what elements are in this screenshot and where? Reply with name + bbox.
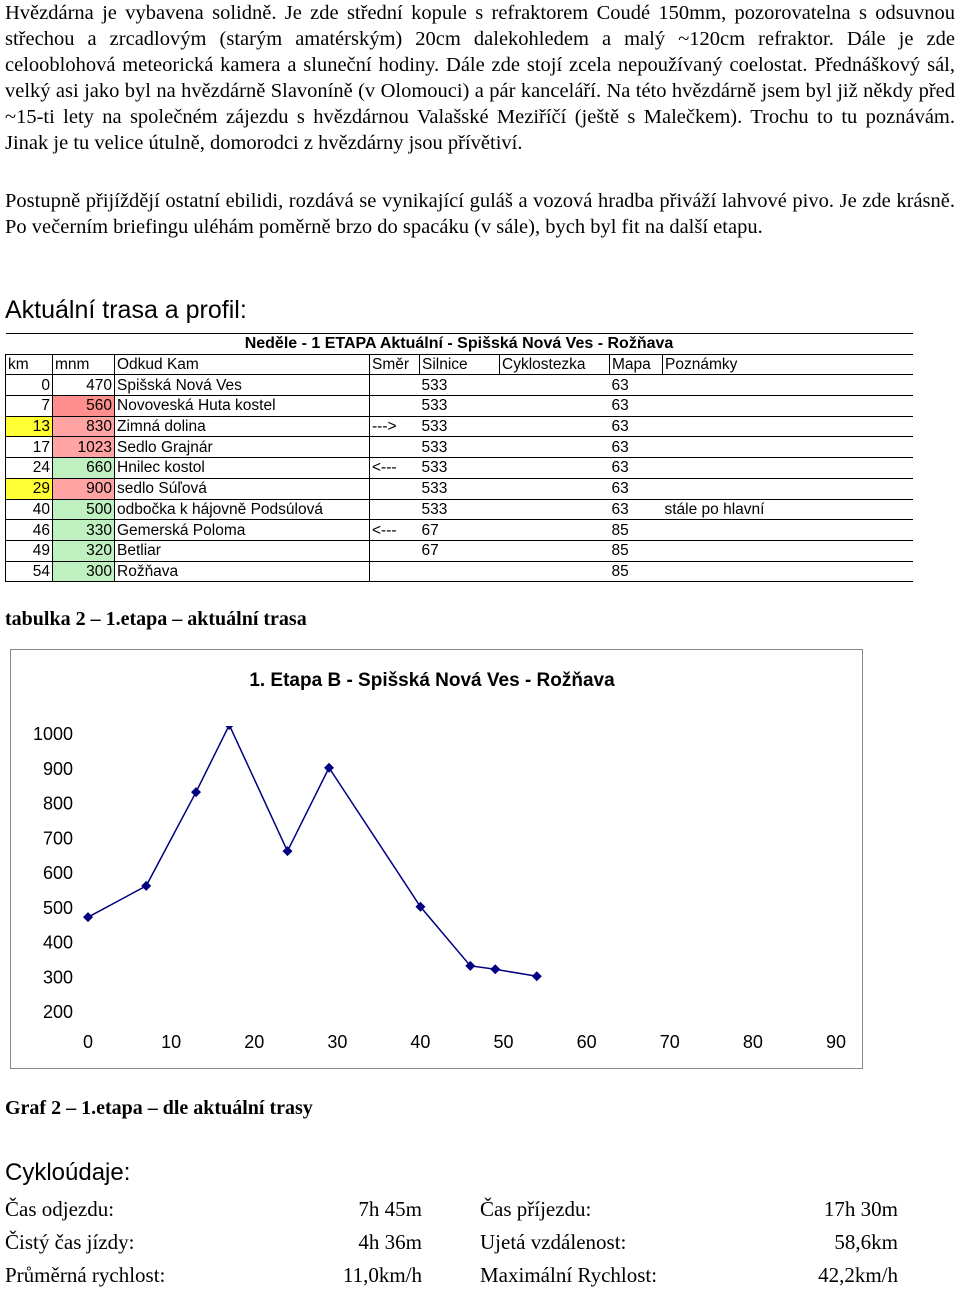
column-header: Silnice bbox=[420, 354, 500, 375]
row-note bbox=[663, 540, 913, 561]
evening-paragraph: Postupně přijíždějí ostatní ebilidi, rozdává se vynikající guláš a vozová hradba přiváží lahvové pivo. Je zde krásně. Po večerním briefingu uléhám poměrně brzo do spacáku (v sále), bych byl fit na další etapu. bbox=[5, 190, 955, 238]
row-road: 533 bbox=[420, 478, 500, 499]
row-direction: ---> bbox=[370, 416, 420, 437]
ride-time-value: 4h 36m bbox=[358, 1230, 422, 1254]
row-road: 67 bbox=[420, 540, 500, 561]
x-tick-label: 80 bbox=[742, 1032, 763, 1052]
row-cycle-path bbox=[500, 540, 610, 561]
row-km: 49 bbox=[6, 540, 53, 561]
row-altitude: 500 bbox=[53, 499, 115, 520]
arrival-label: Čas příjezdu: bbox=[480, 1197, 592, 1221]
data-point bbox=[141, 881, 151, 891]
row-cycle-path bbox=[500, 396, 610, 417]
row-cycle-path bbox=[500, 458, 610, 479]
row-km: 7 bbox=[6, 396, 53, 417]
x-tick-label: 90 bbox=[825, 1032, 847, 1052]
row-cycle-path bbox=[500, 375, 610, 396]
table-row bbox=[6, 396, 913, 417]
row-place: odbočka k hájovně Podsúlová bbox=[115, 499, 370, 520]
section-heading: Aktuální trasa a profil: bbox=[5, 296, 247, 324]
row-direction bbox=[370, 478, 420, 499]
row-altitude: 560 bbox=[53, 396, 115, 417]
row-map: 85 bbox=[610, 540, 663, 561]
row-altitude: 470 bbox=[53, 375, 115, 396]
row-note bbox=[663, 437, 913, 458]
row-place: Novoveská Huta kostel bbox=[115, 396, 370, 417]
data-point bbox=[324, 763, 334, 773]
y-tick-label: 400 bbox=[42, 932, 73, 953]
chart-caption: Graf 2 – 1.etapa – dle aktuální trasy bbox=[5, 1097, 313, 1119]
arrival-value: 17h 30m bbox=[823, 1197, 898, 1221]
data-point bbox=[83, 912, 93, 922]
row-altitude: 330 bbox=[53, 520, 115, 541]
row-map: 63 bbox=[610, 499, 663, 520]
row-place: sedlo Súľová bbox=[115, 478, 370, 499]
ride-time-label: Čistý čas jízdy: bbox=[5, 1230, 135, 1254]
row-place: Zimná dolina bbox=[115, 416, 370, 437]
chart-title: 1. Etapa B - Spišská Nová Ves - Rožňava bbox=[249, 670, 615, 691]
row-road: 533 bbox=[420, 437, 500, 458]
row-cycle-path bbox=[500, 478, 610, 499]
table-row bbox=[6, 437, 913, 458]
table-caption: tabulka 2 – 1.etapa – aktuální trasa bbox=[5, 608, 307, 630]
row-km: 40 bbox=[6, 499, 53, 520]
x-tick-label: 10 bbox=[161, 1032, 182, 1052]
table-row bbox=[6, 375, 913, 396]
avg-speed-label: Průměrná rychlost: bbox=[5, 1263, 166, 1287]
row-note bbox=[663, 416, 913, 437]
x-tick-label: 60 bbox=[576, 1032, 597, 1052]
max-speed-label: Maximální Rychlost: bbox=[480, 1263, 658, 1287]
column-header: Směr bbox=[370, 354, 420, 375]
row-map: 63 bbox=[610, 416, 663, 437]
series-line bbox=[88, 725, 537, 976]
row-map: 63 bbox=[610, 478, 663, 499]
row-place: Betliar bbox=[115, 540, 370, 561]
row-direction bbox=[370, 499, 420, 520]
row-cycle-path bbox=[500, 437, 610, 458]
row-direction bbox=[370, 561, 420, 582]
column-header: Mapa bbox=[610, 354, 663, 375]
table-row bbox=[6, 520, 913, 541]
x-tick-label: 70 bbox=[659, 1032, 680, 1052]
row-direction: <--- bbox=[370, 520, 420, 541]
row-km: 24 bbox=[6, 458, 53, 479]
row-note bbox=[663, 396, 913, 417]
intro-paragraph: Hvězdárna je vybavena solidně. Je zde střední kopule s refraktorem Coudé 150mm, pozorovatelna s odsuvnou střechou a zrcadlovým (starým amatérským) 20cm dalekohledem a malý ~120cm refraktor. Dále je zde celooblohová meteorická kamera a sluneční hodiny. Dále zde stojí zcela nepoužívaný coelostat. Přednáškový sál, velký asi jako byl na hvězdárně Slavoníně (v Olomouci) a pár kanceláří. Na této hvězdárně jsem byl již někdy před ~15-ti lety na společném zájezdu s hvězdárnou Valašské Meziříčí (ještě s Malečkem). Trochu to tu poznávám. Jinak je tu velice útulně, domorodci z hvězdárny jsou přívětiví. bbox=[5, 2, 955, 154]
row-km: 46 bbox=[6, 520, 53, 541]
y-tick-label: 900 bbox=[42, 758, 73, 779]
row-map: 63 bbox=[610, 437, 663, 458]
table-title: Neděle - 1 ETAPA Aktuální - Spišská Nová Ves - Rožňava bbox=[6, 334, 913, 355]
row-map: 63 bbox=[610, 396, 663, 417]
row-altitude: 1023 bbox=[53, 437, 115, 458]
column-header: km bbox=[6, 354, 53, 375]
y-tick-label: 700 bbox=[42, 828, 73, 849]
row-note bbox=[663, 458, 913, 479]
row-direction bbox=[370, 540, 420, 561]
row-note bbox=[663, 478, 913, 499]
row-place: Gemerská Poloma bbox=[115, 520, 370, 541]
column-header: Odkud Kam bbox=[115, 354, 370, 375]
data-point bbox=[532, 971, 542, 981]
row-road: 533 bbox=[420, 416, 500, 437]
row-place: Rožňava bbox=[115, 561, 370, 582]
row-road bbox=[420, 561, 500, 582]
departure-value: 7h 45m bbox=[358, 1197, 422, 1221]
x-tick-label: 40 bbox=[410, 1032, 431, 1052]
table-row bbox=[6, 561, 913, 582]
row-cycle-path bbox=[500, 416, 610, 437]
row-note bbox=[663, 520, 913, 541]
distance-label: Ujetá vzdálenost: bbox=[480, 1230, 627, 1254]
elevation-series bbox=[83, 720, 542, 981]
max-speed-value: 42,2km/h bbox=[818, 1263, 898, 1287]
row-place: Sedlo Grajnár bbox=[115, 437, 370, 458]
data-point bbox=[224, 720, 234, 730]
data-point bbox=[191, 787, 201, 797]
elevation-chart bbox=[10, 649, 863, 1069]
row-cycle-path bbox=[500, 499, 610, 520]
row-altitude: 300 bbox=[53, 561, 115, 582]
y-tick-label: 1000 bbox=[32, 724, 73, 744]
chart-canvas bbox=[11, 650, 862, 1068]
column-header: Poznámky bbox=[663, 354, 913, 375]
y-tick-label: 800 bbox=[42, 793, 73, 814]
row-road: 533 bbox=[420, 396, 500, 417]
avg-speed-value: 11,0km/h bbox=[342, 1263, 422, 1287]
table-row bbox=[6, 458, 913, 479]
row-road: 533 bbox=[420, 375, 500, 396]
data-point bbox=[282, 846, 292, 856]
column-header: mnm bbox=[53, 354, 115, 375]
table-row bbox=[6, 416, 913, 437]
table-row bbox=[6, 499, 913, 520]
distance-value: 58,6km bbox=[834, 1230, 898, 1254]
x-tick-label: 30 bbox=[327, 1032, 348, 1052]
row-place: Hnilec kostol bbox=[115, 458, 370, 479]
row-place: Spišská Nová Ves bbox=[115, 375, 370, 396]
stats-heading: Cykloúdaje: bbox=[5, 1159, 131, 1186]
row-note bbox=[663, 561, 913, 582]
route-table bbox=[5, 333, 913, 582]
row-direction bbox=[370, 437, 420, 458]
table-row bbox=[6, 540, 913, 561]
column-header: Cyklostezka bbox=[500, 354, 610, 375]
row-road: 533 bbox=[420, 458, 500, 479]
row-km: 0 bbox=[6, 375, 53, 396]
row-map: 63 bbox=[610, 458, 663, 479]
row-road: 67 bbox=[420, 520, 500, 541]
row-note bbox=[663, 375, 913, 396]
row-cycle-path bbox=[500, 520, 610, 541]
row-map: 85 bbox=[610, 561, 663, 582]
x-tick-label: 50 bbox=[493, 1032, 514, 1052]
row-altitude: 660 bbox=[53, 458, 115, 479]
row-altitude: 900 bbox=[53, 478, 115, 499]
y-tick-label: 500 bbox=[42, 897, 73, 918]
row-direction bbox=[370, 396, 420, 417]
y-tick-label: 600 bbox=[42, 863, 73, 883]
x-tick-label: 0 bbox=[82, 1032, 94, 1052]
y-tick-label: 200 bbox=[42, 1002, 73, 1022]
row-direction bbox=[370, 375, 420, 396]
row-cycle-path bbox=[500, 561, 610, 582]
row-map: 63 bbox=[610, 375, 663, 396]
row-altitude: 320 bbox=[53, 540, 115, 561]
x-tick-label: 20 bbox=[244, 1032, 265, 1052]
data-point bbox=[490, 964, 500, 974]
row-km: 17 bbox=[6, 437, 53, 458]
row-direction: <--- bbox=[370, 458, 420, 479]
row-km: 54 bbox=[6, 561, 53, 582]
table-row bbox=[6, 478, 913, 499]
row-altitude: 830 bbox=[53, 416, 115, 437]
row-km: 13 bbox=[6, 416, 53, 437]
row-km: 29 bbox=[6, 478, 53, 499]
y-tick-label: 300 bbox=[42, 967, 73, 988]
row-road: 533 bbox=[420, 499, 500, 520]
row-note: stále po hlavní bbox=[663, 499, 913, 520]
row-map: 85 bbox=[610, 520, 663, 541]
departure-label: Čas odjezdu: bbox=[5, 1197, 115, 1221]
